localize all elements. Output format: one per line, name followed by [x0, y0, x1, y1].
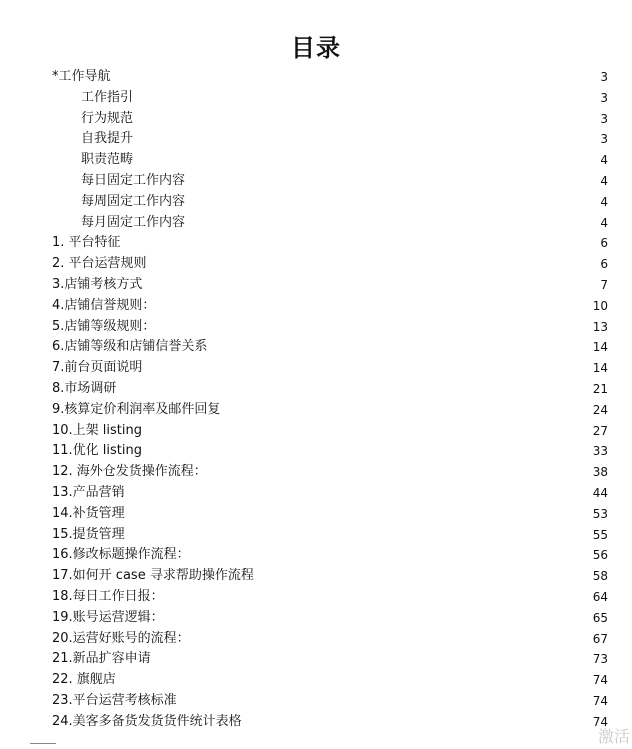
- toc-entry[interactable]: [52, 254, 608, 275]
- footnote-divider: [30, 743, 56, 744]
- toc-entry-label: 11.优化 listing: [52, 443, 143, 459]
- toc-entry-label: 23.平台运营考核标准: [52, 692, 177, 708]
- toc-entry-label: 行为规范: [81, 110, 134, 126]
- activation-watermark: 激活: [597, 727, 630, 746]
- toc-page-number: 6: [600, 236, 608, 251]
- toc-entry[interactable]: [52, 296, 608, 317]
- toc-page-number: 65: [592, 610, 608, 625]
- toc-page-number: 3: [600, 111, 608, 126]
- toc-entry[interactable]: [52, 545, 608, 566]
- toc-entry[interactable]: [52, 587, 608, 608]
- toc-entry-label: 14.补货管理: [52, 505, 125, 521]
- toc-page-number: 74: [592, 693, 608, 708]
- toc-entry-label: 每周固定工作内容: [81, 193, 186, 209]
- toc-page-number: 4: [600, 153, 608, 168]
- toc-entry[interactable]: [52, 525, 608, 546]
- toc-entry[interactable]: [52, 649, 608, 670]
- toc-entry[interactable]: [52, 358, 608, 379]
- toc-page-number: 58: [592, 569, 608, 584]
- toc-entry-label: 15.提货管理: [52, 526, 125, 542]
- toc-entry[interactable]: [52, 150, 608, 171]
- toc-entry[interactable]: [52, 88, 608, 109]
- toc-entry-label: 职责范畴: [81, 152, 134, 168]
- toc-entry[interactable]: [52, 566, 608, 587]
- toc-entry[interactable]: [52, 712, 608, 733]
- toc-entry[interactable]: [52, 337, 608, 358]
- toc-entry-label: 4.店铺信誉规则：: [52, 297, 156, 313]
- toc-entry[interactable]: [52, 504, 608, 525]
- toc-page-number: 6: [600, 257, 608, 272]
- toc-entry-label: 20.运营好账号的流程：: [52, 630, 190, 646]
- toc-entry-label: 2. 平台运营规则: [52, 256, 147, 272]
- toc-entry-label: 每月固定工作内容: [81, 214, 186, 230]
- toc-entry-label: 3.店铺考核方式: [52, 276, 143, 292]
- toc-entry[interactable]: [52, 317, 608, 338]
- toc-entry[interactable]: [52, 400, 608, 421]
- toc-entry[interactable]: [52, 233, 608, 254]
- toc-entry-label: 24.美客多备货发货货件统计表格: [52, 713, 242, 729]
- toc-page-number: 38: [592, 465, 608, 480]
- toc-entry-label: 7.前台页面说明: [52, 360, 143, 376]
- toc-page-number: 56: [592, 548, 608, 563]
- toc-entry[interactable]: [52, 213, 608, 234]
- toc-entry[interactable]: [52, 129, 608, 150]
- toc-entry-label: 10.上架 listing: [52, 422, 143, 438]
- toc-entry-label: *工作导航: [52, 69, 111, 84]
- toc-page-number: 27: [592, 423, 608, 438]
- toc-entry[interactable]: [52, 441, 608, 462]
- toc-page-number: 4: [600, 215, 608, 230]
- toc-entry[interactable]: [52, 421, 608, 442]
- toc-page-number: 3: [600, 90, 608, 105]
- toc-page-number: 73: [592, 652, 608, 667]
- toc-page-number: 10: [592, 298, 608, 313]
- toc-entry[interactable]: [52, 109, 608, 130]
- toc-page-number: 3: [600, 70, 608, 84]
- page-title: 目录: [291, 33, 341, 62]
- toc-page-number: 14: [592, 340, 608, 355]
- toc-page-number: 64: [592, 589, 608, 604]
- toc-entry-label: 21.新品扩容申请: [52, 651, 151, 667]
- toc-page-number: 74: [592, 673, 608, 688]
- toc-page-number: 7: [600, 277, 608, 292]
- toc-page-number: 13: [592, 319, 608, 334]
- toc-entry[interactable]: [52, 608, 608, 629]
- toc-entry[interactable]: [52, 379, 608, 400]
- toc-entry-label: 19.账号运营逻辑：: [52, 609, 164, 625]
- toc-entry-label: 自我提升: [81, 131, 134, 147]
- toc-page-number: 67: [592, 631, 608, 646]
- toc-entry[interactable]: [52, 691, 608, 712]
- toc-entry-label: 每日固定工作内容: [81, 172, 186, 188]
- toc-page-number: 55: [592, 527, 608, 542]
- toc-entry-label: 工作指引: [81, 89, 134, 105]
- toc-page-number: 14: [592, 361, 608, 376]
- table-of-contents: [52, 67, 608, 733]
- toc-entry[interactable]: [52, 171, 608, 192]
- toc-entry-label: 22. 旗舰店: [52, 672, 116, 688]
- toc-entry-label: 13.产品营销: [52, 484, 125, 500]
- toc-page-number: 33: [592, 444, 608, 459]
- toc-entry[interactable]: [52, 192, 608, 213]
- toc-entry[interactable]: [52, 67, 608, 88]
- toc-page-number: 74: [592, 714, 608, 729]
- toc-page-number: 4: [600, 194, 608, 209]
- toc-entry-label: 1. 平台特征: [52, 235, 121, 251]
- toc-entry[interactable]: [52, 483, 608, 504]
- toc-page-number: 21: [592, 381, 608, 396]
- toc-entry[interactable]: [52, 670, 608, 691]
- toc-entry-label: 8.市场调研: [52, 380, 117, 396]
- toc-entry[interactable]: [52, 462, 608, 483]
- toc-page-number: 44: [592, 485, 608, 500]
- toc-entry-label: 18.每日工作日报：: [52, 588, 164, 604]
- toc-page-number: 53: [592, 506, 608, 521]
- toc-entry-label: 12. 海外仓发货操作流程：: [52, 464, 207, 480]
- toc-page-number: 3: [600, 132, 608, 147]
- toc-entry[interactable]: [52, 275, 608, 296]
- toc-entry-label: 16.修改标题操作流程：: [52, 547, 190, 563]
- toc-entry-label: 17.如何开 case 寻求帮助操作流程: [52, 568, 254, 584]
- toc-page-number: 4: [600, 173, 608, 188]
- toc-entry-label: 9.核算定价利润率及邮件回复: [52, 401, 221, 417]
- toc-entry[interactable]: [52, 629, 608, 650]
- toc-page-number: 24: [592, 402, 608, 417]
- toc-entry-label: 5.店铺等级规则：: [52, 318, 156, 334]
- toc-entry-label: 6.店铺等级和店铺信誉关系: [52, 339, 208, 355]
